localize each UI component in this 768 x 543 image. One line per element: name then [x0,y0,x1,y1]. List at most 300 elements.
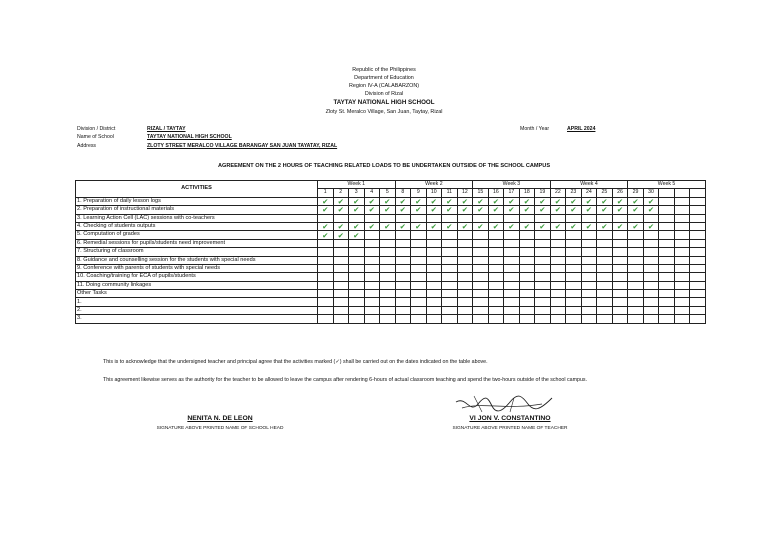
empty-cell [519,264,535,272]
empty-cell [628,214,644,222]
empty-cell [659,315,675,323]
empty-cell [690,281,706,289]
check-mark-icon: ✔ [442,222,458,230]
empty-cell [690,248,706,256]
empty-cell [659,222,675,230]
empty-cell [612,256,628,264]
empty-cell [318,306,334,314]
address-value: ZLOTY STREET MERALCO VILLAGE BARANGAY SAN JUAN TAYATAY, RIZAL [147,143,338,149]
empty-cell [581,315,597,323]
teacher-signature [452,392,557,416]
empty-cell [597,290,613,298]
empty-cell [659,273,675,281]
day-header: 17 [504,189,520,197]
empty-cell [628,273,644,281]
check-mark-icon: ✔ [550,206,566,214]
check-mark-icon: ✔ [411,197,427,205]
empty-cell [535,298,551,306]
table-row [76,222,706,230]
empty-cell [395,290,411,298]
empty-cell [581,214,597,222]
empty-cell [504,231,520,239]
empty-cell [442,264,458,272]
week-header: Week 1 [318,181,396,189]
empty-cell [581,298,597,306]
empty-cell [659,264,675,272]
day-header: 11 [442,189,458,197]
empty-cell [566,214,582,222]
empty-cell [643,231,659,239]
empty-cell [612,264,628,272]
empty-cell [643,264,659,272]
check-mark-icon: ✔ [566,197,582,205]
teacher-name: VI JON V. CONSTANTINO [469,415,551,422]
empty-cell [333,306,349,314]
empty-cell [566,248,582,256]
empty-cell [535,306,551,314]
empty-cell [380,248,396,256]
empty-cell [395,315,411,323]
check-mark-icon: ✔ [442,197,458,205]
empty-cell [581,290,597,298]
empty-cell [318,248,334,256]
empty-cell [504,256,520,264]
empty-cell [411,315,427,323]
empty-cell [535,248,551,256]
empty-cell [643,281,659,289]
check-mark-icon: ✔ [488,206,504,214]
empty-cell [488,256,504,264]
empty-cell [380,298,396,306]
empty-cell [612,231,628,239]
empty-cell [442,239,458,247]
empty-cell [659,281,675,289]
empty-cell [550,231,566,239]
check-mark-icon: ✔ [628,222,644,230]
day-header: 24 [581,189,597,197]
empty-cell [550,315,566,323]
empty-cell [333,256,349,264]
empty-cell [457,256,473,264]
check-mark-icon: ✔ [628,206,644,214]
check-mark-icon: ✔ [612,197,628,205]
authority-note: This agreement likewise serves as the authority for the teacher to be allowed to leave the campus after rendering 6-hours of actual classroom teaching and spend the two-hours outside of the school campus. [103,377,588,383]
empty-cell [473,264,489,272]
empty-cell [426,306,442,314]
empty-cell [519,315,535,323]
empty-cell [566,281,582,289]
week-header: Week 2 [395,181,473,189]
empty-cell [333,214,349,222]
empty-cell [395,239,411,247]
week-header: Week 5 [628,181,706,189]
activity-label: 2. [76,306,318,314]
check-mark-icon: ✔ [364,206,380,214]
empty-cell [380,214,396,222]
day-header: 3 [349,189,365,197]
empty-cell [473,290,489,298]
empty-cell [457,306,473,314]
day-header: 23 [566,189,582,197]
empty-cell [674,273,690,281]
empty-cell [612,239,628,247]
empty-cell [690,239,706,247]
activity-label: 3. Learning Action Cell (LAC) sessions with co-teachers [76,214,318,222]
empty-cell [426,298,442,306]
empty-cell [318,214,334,222]
check-mark-icon: ✔ [612,222,628,230]
empty-cell [364,239,380,247]
check-mark-icon: ✔ [581,206,597,214]
check-mark-icon: ✔ [488,222,504,230]
empty-cell [674,231,690,239]
empty-cell [488,264,504,272]
empty-cell [504,306,520,314]
empty-cell [581,281,597,289]
activity-label: 8. Guidance and counselling session for the students with special needs [76,256,318,264]
empty-cell [349,264,365,272]
empty-cell [597,306,613,314]
empty-cell [457,281,473,289]
empty-cell [442,231,458,239]
empty-cell [488,298,504,306]
empty-cell [395,264,411,272]
check-mark-icon: ✔ [349,197,365,205]
empty-cell [659,248,675,256]
check-mark-icon: ✔ [426,206,442,214]
empty-cell [597,248,613,256]
table-row [76,315,706,323]
check-mark-icon: ✔ [395,197,411,205]
empty-cell [659,231,675,239]
empty-cell [473,231,489,239]
empty-cell [457,214,473,222]
check-mark-icon: ✔ [349,206,365,214]
empty-cell [628,264,644,272]
empty-cell [566,306,582,314]
check-mark-icon: ✔ [333,222,349,230]
day-header: 1 [318,189,334,197]
day-header: 9 [411,189,427,197]
activity-label: 10. Coaching/training for ECA of pupils/students [76,273,318,281]
empty-cell [364,290,380,298]
empty-cell [690,306,706,314]
table-row [76,298,706,306]
table-row [76,306,706,314]
activity-label: 5. Computation of grades [76,231,318,239]
table-row [76,248,706,256]
empty-cell [473,239,489,247]
empty-cell [504,214,520,222]
check-mark-icon: ✔ [504,206,520,214]
check-mark-icon: ✔ [566,222,582,230]
day-header [690,189,706,197]
empty-cell [643,315,659,323]
check-mark-icon: ✔ [550,222,566,230]
empty-cell [395,281,411,289]
empty-cell [333,281,349,289]
empty-cell [643,256,659,264]
empty-cell [333,315,349,323]
empty-cell [318,315,334,323]
empty-cell [643,298,659,306]
table-row [76,239,706,247]
empty-cell [504,248,520,256]
check-mark-icon: ✔ [349,222,365,230]
empty-cell [581,273,597,281]
empty-cell [380,256,396,264]
empty-cell [581,239,597,247]
empty-cell [473,315,489,323]
empty-cell [659,256,675,264]
check-mark-icon: ✔ [535,222,551,230]
check-mark-icon: ✔ [364,222,380,230]
check-mark-icon: ✔ [318,197,334,205]
empty-cell [550,306,566,314]
header-school-name: TAYTAY NATIONAL HIGH SCHOOL [333,99,435,106]
document-title: AGREEMENT ON THE 2 HOURS OF TEACHING RELATED LOADS TO BE UNDERTAKEN OUTSIDE OF THE SCHOOL CAMPUS [217,163,551,169]
check-mark-icon: ✔ [333,206,349,214]
check-mark-icon: ✔ [519,206,535,214]
empty-cell [364,273,380,281]
school-head-name: NENITA N. DE LEON [187,415,253,422]
empty-cell [426,264,442,272]
table-row [76,256,706,264]
activities-header: ACTIVITIES [76,181,318,198]
empty-cell [674,248,690,256]
check-mark-icon: ✔ [643,222,659,230]
empty-cell [333,298,349,306]
activity-label: 3. [76,315,318,323]
empty-cell [333,239,349,247]
empty-cell [597,239,613,247]
day-header: 10 [426,189,442,197]
empty-cell [628,315,644,323]
empty-cell [411,256,427,264]
empty-cell [612,273,628,281]
empty-cell [597,264,613,272]
empty-cell [674,306,690,314]
empty-cell [581,256,597,264]
activity-label: 9. Conference with parents of students with special needs [76,264,318,272]
table-row [76,273,706,281]
empty-cell [333,264,349,272]
empty-cell [550,281,566,289]
empty-cell [318,281,334,289]
empty-cell [628,231,644,239]
empty-cell [426,281,442,289]
empty-cell [333,290,349,298]
empty-cell [550,273,566,281]
empty-cell [550,239,566,247]
empty-cell [690,256,706,264]
empty-cell [318,290,334,298]
empty-cell [411,298,427,306]
header-division: Division of Rizal [364,91,404,97]
day-header: 29 [628,189,644,197]
empty-cell [318,298,334,306]
empty-cell [690,315,706,323]
empty-cell [488,214,504,222]
empty-cell [473,248,489,256]
empty-cell [643,248,659,256]
empty-cell [442,290,458,298]
header-region: Region IV-A (CALABARZON) [348,83,420,89]
empty-cell [612,290,628,298]
empty-cell [364,256,380,264]
empty-cell [674,264,690,272]
check-mark-icon: ✔ [333,197,349,205]
empty-cell [349,239,365,247]
table-row [76,290,706,298]
empty-cell [535,231,551,239]
table-row [76,281,706,289]
empty-cell [535,315,551,323]
check-mark-icon: ✔ [333,231,349,239]
empty-cell [442,256,458,264]
check-mark-icon: ✔ [473,206,489,214]
check-mark-icon: ✔ [612,206,628,214]
empty-cell [674,315,690,323]
empty-cell [426,231,442,239]
day-header: 25 [597,189,613,197]
day-header: 8 [395,189,411,197]
activity-label: 4. Checking of students outputs [76,222,318,230]
check-mark-icon: ✔ [457,206,473,214]
day-header: 12 [457,189,473,197]
table-row [76,197,706,205]
empty-cell [457,231,473,239]
empty-cell [349,214,365,222]
empty-cell [488,239,504,247]
empty-cell [411,306,427,314]
empty-cell [504,239,520,247]
check-mark-icon: ✔ [473,197,489,205]
empty-cell [550,256,566,264]
empty-cell [442,315,458,323]
activities-table [75,180,706,324]
check-mark-icon: ✔ [380,197,396,205]
empty-cell [612,281,628,289]
empty-cell [395,306,411,314]
month-label: Month / Year [520,126,550,132]
check-mark-icon: ✔ [519,197,535,205]
empty-cell [535,273,551,281]
empty-cell [349,298,365,306]
empty-cell [566,298,582,306]
empty-cell [535,239,551,247]
empty-cell [628,256,644,264]
empty-cell [411,214,427,222]
empty-cell [349,248,365,256]
empty-cell [674,290,690,298]
empty-cell [380,281,396,289]
empty-cell [659,206,675,214]
empty-cell [612,214,628,222]
empty-cell [488,290,504,298]
empty-cell [674,197,690,205]
empty-cell [674,206,690,214]
empty-cell [690,298,706,306]
empty-cell [628,281,644,289]
division-value: RIZAL / TAYTAY [147,126,186,132]
day-header: 30 [643,189,659,197]
empty-cell [333,248,349,256]
empty-cell [380,264,396,272]
activity-label: 1. [76,298,318,306]
empty-cell [659,214,675,222]
empty-cell [550,290,566,298]
empty-cell [643,214,659,222]
empty-cell [457,273,473,281]
empty-cell [566,264,582,272]
check-mark-icon: ✔ [550,197,566,205]
empty-cell [612,306,628,314]
empty-cell [581,231,597,239]
empty-cell [690,214,706,222]
empty-cell [628,290,644,298]
empty-cell [426,290,442,298]
empty-cell [504,290,520,298]
day-header: 26 [612,189,628,197]
empty-cell [628,248,644,256]
day-header: 18 [519,189,535,197]
empty-cell [519,256,535,264]
empty-cell [380,290,396,298]
check-mark-icon: ✔ [628,197,644,205]
division-label: Division / District [77,126,116,132]
empty-cell [318,264,334,272]
empty-cell [395,256,411,264]
empty-cell [380,306,396,314]
empty-cell [659,298,675,306]
day-header: 2 [333,189,349,197]
empty-cell [318,239,334,247]
empty-cell [535,281,551,289]
empty-cell [659,239,675,247]
empty-cell [519,306,535,314]
empty-cell [349,306,365,314]
empty-cell [519,281,535,289]
empty-cell [690,231,706,239]
empty-cell [643,273,659,281]
table-row [76,264,706,272]
empty-cell [519,273,535,281]
empty-cell [457,248,473,256]
empty-cell [519,239,535,247]
day-header [674,189,690,197]
empty-cell [535,264,551,272]
empty-cell [643,290,659,298]
empty-cell [535,256,551,264]
check-mark-icon: ✔ [457,197,473,205]
check-mark-icon: ✔ [380,222,396,230]
empty-cell [690,264,706,272]
empty-cell [597,231,613,239]
empty-cell [488,273,504,281]
empty-cell [628,239,644,247]
empty-cell [457,315,473,323]
check-mark-icon: ✔ [457,222,473,230]
empty-cell [349,281,365,289]
school-value: TAYTAY NATIONAL HIGH SCHOOL [147,134,232,140]
empty-cell [504,281,520,289]
empty-cell [395,214,411,222]
empty-cell [581,306,597,314]
empty-cell [504,273,520,281]
check-mark-icon: ✔ [519,222,535,230]
empty-cell [411,281,427,289]
